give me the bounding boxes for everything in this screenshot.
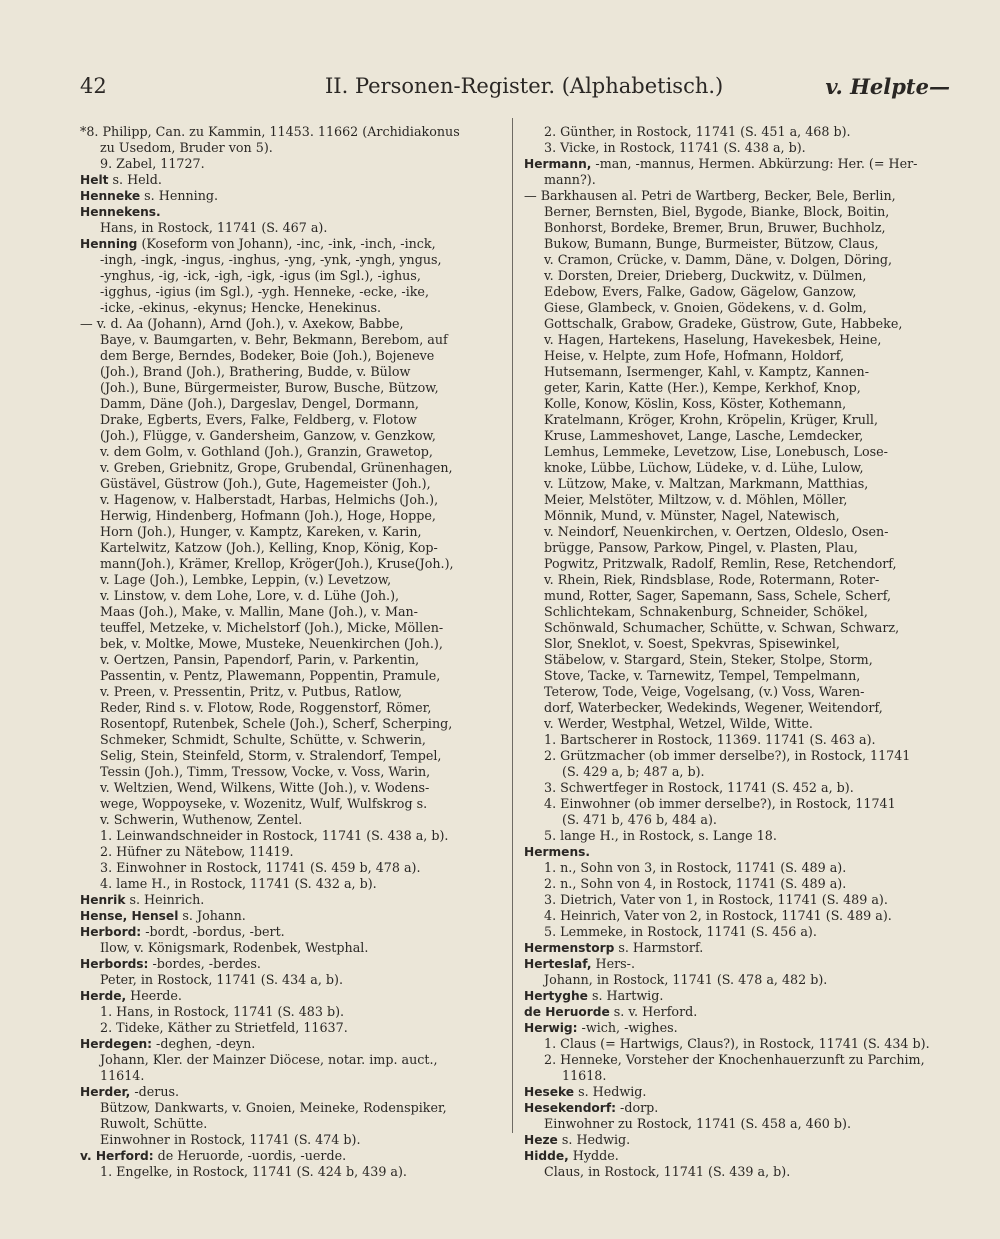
entry-text: Reder, Rind s. v. Flotow, Rode, Roggenstorf, Römer,: [100, 700, 432, 715]
entry-text: v. Cramon, Crücke, v. Damm, Däne, v. Dolgen, Döring,: [544, 252, 893, 267]
entry-text: 2. Günther, in Rostock, 11741 (S. 451 a, 468 b).: [544, 124, 851, 139]
register-line: [80, 476, 506, 492]
entry-text: Pogwitz, Pritzwalk, Radolf, Remlin, Rese, Retchendorf,: [544, 556, 897, 571]
register-line: [80, 668, 506, 684]
register-entry-heading-line: [80, 236, 506, 252]
entry-text: Selig, Stein, Steinfeld, Storm, v. Stralendorf, Tempel,: [100, 748, 442, 763]
entry-text: zu Usedom, Bruder von 5).: [100, 140, 273, 155]
entry-text: knoke, Lübbe, Lüchow, Lüdeke, v. d. Lühe, Lulow,: [544, 460, 864, 475]
entry-text: s. Held.: [108, 172, 162, 187]
entry-text: Schönwald, Schumacher, Schütte, v. Schwan, Schwarz,: [544, 620, 900, 635]
entry-text: 1. n., Sohn von 3, in Rostock, 11741 (S. 489 a).: [544, 860, 847, 875]
register-line: [524, 428, 952, 444]
register-line: [524, 588, 952, 604]
entry-text: 4. Heinrich, Vater von 2, in Rostock, 11741 (S. 489 a).: [544, 908, 892, 923]
register-line: [524, 172, 952, 188]
register-line: [524, 684, 952, 700]
entry-text: Kratelmann, Kröger, Krohn, Kröpelin, Krüger, Krull,: [544, 412, 879, 427]
register-line: [524, 268, 952, 284]
register-line: [80, 588, 506, 604]
register-line: [524, 540, 952, 556]
entry-text: -ingh, -ingk, -ingus, -inghus, -yng, -ynk, -yngh, yngus,: [100, 252, 442, 267]
register-entry-heading-line: [524, 1084, 952, 1100]
entry-headword: Hennekens.: [80, 205, 161, 219]
register-entry-heading-line: [80, 1148, 506, 1164]
register-line: [80, 124, 506, 140]
register-entry-heading-line: [524, 940, 952, 956]
register-line: [80, 444, 506, 460]
entry-text: Heerde.: [126, 988, 182, 1003]
entry-text: -igghus, -igius (im Sgl.), -ygh. Henneke, -ecke, -ike,: [100, 284, 429, 299]
entry-text: v. Lützow, Make, v. Maltzan, Markmann, Matthias,: [544, 476, 869, 491]
register-entry-heading-line: [80, 956, 506, 972]
entry-text: Einwohner in Rostock, 11741 (S. 474 b).: [100, 1132, 361, 1147]
register-line: [80, 460, 506, 476]
register-line: [524, 924, 952, 940]
entry-text: v. Neindorf, Neuenkirchen, v. Oertzen, Oldeslo, Osen-: [544, 524, 889, 539]
register-line: [80, 508, 506, 524]
register-entry-heading-line: [524, 1020, 952, 1036]
entry-text: Bonhorst, Bordeke, Bremer, Brun, Bruwer, Buchholz,: [544, 220, 886, 235]
entry-text: Horn (Joh.), Hunger, v. Kamptz, Kareken, v. Karin,: [100, 524, 422, 539]
entry-headword: Heze: [524, 1133, 558, 1147]
entry-text: brügge, Pansow, Parkow, Pingel, v. Plasten, Plau,: [544, 540, 858, 555]
register-line: [524, 316, 952, 332]
register-line: [80, 524, 506, 540]
register-line: [80, 492, 506, 508]
register-line: [80, 556, 506, 572]
entry-text: Damm, Däne (Joh.), Dargeslav, Dengel, Dormann,: [100, 396, 419, 411]
entry-text: v. Oertzen, Pansin, Papendorf, Parin, v. Parkentin,: [100, 652, 420, 667]
entry-text: Berner, Bernsten, Biel, Bygode, Bianke, Block, Boitin,: [544, 204, 890, 219]
register-line: [80, 780, 506, 796]
register-line: [524, 700, 952, 716]
entry-headword: Herbords:: [80, 957, 149, 971]
register-line: [80, 332, 506, 348]
register-line: [80, 284, 506, 300]
register-line: [80, 1052, 506, 1068]
register-line: [524, 188, 952, 204]
entry-text: v. Dorsten, Dreier, Drieberg, Duckwitz, v. Dülmen,: [544, 268, 867, 283]
entry-text: wege, Woppoyseke, v. Wozenitz, Wulf, Wulfskrog s.: [100, 796, 428, 811]
register-line: [80, 300, 506, 316]
entry-headword: Hermens.: [524, 845, 591, 859]
page-title: II. Personen-Register. (Alphabetisch.): [325, 74, 724, 98]
register-line: [524, 908, 952, 924]
entry-headword: Herbord:: [80, 925, 142, 939]
entry-text: 3. Einwohner in Rostock, 11741 (S. 459 b, 478 a).: [100, 860, 421, 875]
entry-text: -bordt, -bordus, -bert.: [141, 924, 285, 939]
entry-text: -icke, -ekinus, -ekynus; Hencke, Henekinus.: [100, 300, 381, 315]
entry-text: Güstävel, Güstrow (Joh.), Gute, Hagemeister (Joh.),: [100, 476, 431, 491]
register-line: [524, 300, 952, 316]
register-line: [80, 428, 506, 444]
register-line: [524, 1068, 952, 1084]
entry-headword: Henning: [80, 237, 138, 251]
register-line: [524, 716, 952, 732]
entry-headword: Henrik: [80, 893, 126, 907]
register-entry-heading-line: [80, 988, 506, 1004]
register-line: [524, 396, 952, 412]
entry-text: de Heruorde, -uordis, -uerde.: [153, 1148, 347, 1163]
register-line: [80, 876, 506, 892]
register-entry-heading-line: [80, 204, 506, 220]
register-entry-heading-line: [80, 172, 506, 188]
entry-text: -dorp.: [616, 1100, 659, 1115]
entry-text: s. v. Herford.: [609, 1004, 698, 1019]
entry-text: v. Lage (Joh.), Lembke, Leppin, (v.) Levetzow,: [100, 572, 392, 587]
entry-text: 1. Engelke, in Rostock, 11741 (S. 424 b, 439 a).: [100, 1164, 407, 1179]
entry-text: Schlichtekam, Schnakenburg, Schneider, Schökel,: [544, 604, 868, 619]
entry-headword: Herwig:: [524, 1021, 578, 1035]
entry-headword: Herteslaf,: [524, 957, 592, 971]
entry-text: v. Linstow, v. dem Lohe, Lore, v. d. Lühe (Joh.),: [100, 588, 400, 603]
register-line: [524, 444, 952, 460]
register-line: [80, 652, 506, 668]
entry-text: bek, v. Moltke, Mowe, Musteke, Neuenkirchen (Joh.),: [100, 636, 443, 651]
register-line: [524, 764, 952, 780]
register-line: [80, 940, 506, 956]
register-entry-heading-line: [80, 1084, 506, 1100]
right-column: [524, 124, 952, 1180]
register-line: [524, 1036, 952, 1052]
register-line: [80, 252, 506, 268]
entry-text: (S. 429 a, b; 487 a, b).: [562, 764, 705, 779]
entry-text: (Joh.), Brand (Joh.), Brathering, Budde, v. Bülow: [100, 364, 411, 379]
entry-text: Herwig, Hindenberg, Hofmann (Joh.), Hoge, Hoppe,: [100, 508, 436, 523]
entry-text: Bützow, Dankwarts, v. Gnoien, Meineke, Rodenspiker,: [100, 1100, 447, 1115]
entry-headword: v. Herford:: [80, 1149, 154, 1163]
entry-text: mann(Joh.), Krämer, Krellop, Kröger(Joh.), Kruse(Joh.),: [100, 556, 454, 571]
entry-text: Passentin, v. Pentz, Plawemann, Poppentin, Pramule,: [100, 668, 441, 683]
register-line: [524, 380, 952, 396]
register-line: [80, 604, 506, 620]
register-line: [524, 476, 952, 492]
entry-headword: Herdegen:: [80, 1037, 153, 1051]
register-line: [80, 1068, 506, 1084]
register-line: [524, 828, 952, 844]
register-line: [524, 252, 952, 268]
entry-text: *8. Philipp, Can. zu Kammin, 11453. 11662 (Archidiakonus: [80, 124, 460, 139]
register-entry-heading-line: [524, 1100, 952, 1116]
register-line: [80, 764, 506, 780]
register-entry-heading-line: [80, 1036, 506, 1052]
register-line: [524, 876, 952, 892]
entry-text: 5. Lemmeke, in Rostock, 11741 (S. 456 a).: [544, 924, 817, 939]
register-line: [80, 1020, 506, 1036]
register-line: [80, 316, 506, 332]
register-line: [80, 716, 506, 732]
register-line: [80, 972, 506, 988]
entry-text: Claus, in Rostock, 11741 (S. 439 a, b).: [544, 1164, 791, 1179]
page-header: [80, 74, 950, 108]
page-number: 42: [80, 74, 107, 98]
entry-text: Ilow, v. Königsmark, Rodenbek, Westphal.: [100, 940, 369, 955]
register-line: [80, 1132, 506, 1148]
entry-text: s. Hartwig.: [587, 988, 664, 1003]
entry-headword: Henneke: [80, 189, 141, 203]
register-line: [80, 268, 506, 284]
entry-text: Kruse, Lammeshovet, Lange, Lasche, Lemdecker,: [544, 428, 864, 443]
entry-headword: Hesekendorf:: [524, 1101, 616, 1115]
entry-text: Stäbelow, v. Stargard, Stein, Steker, Stolpe, Storm,: [544, 652, 873, 667]
entry-text: 11618.: [562, 1068, 607, 1083]
entry-text: (Koseform von Johann), -inc, -ink, -inch, -inck,: [137, 236, 436, 251]
entry-text: Meier, Melstöter, Miltzow, v. d. Möhlen, Möller,: [544, 492, 848, 507]
entry-text: Peter, in Rostock, 11741 (S. 434 a, b).: [100, 972, 344, 987]
register-line: [524, 812, 952, 828]
register-line: [524, 524, 952, 540]
entry-headword: Hertyghe: [524, 989, 588, 1003]
entry-text: (Joh.), Flügge, v. Gandersheim, Ganzow, v. Genzkow,: [100, 428, 436, 443]
register-line: [524, 636, 952, 652]
register-entry-heading-line: [524, 844, 952, 860]
entry-text: Slor, Sneklot, v. Soest, Spekvras, Spisewinkel,: [544, 636, 840, 651]
entry-text: s. Johann.: [178, 908, 246, 923]
entry-text: dem Berge, Berndes, Bodeker, Boie (Joh.), Bojeneve: [100, 348, 435, 363]
running-head: v. Helpte—: [825, 74, 950, 99]
register-line: [524, 1164, 952, 1180]
register-line: [524, 796, 952, 812]
entry-text: Maas (Joh.), Make, v. Mallin, Mane (Joh.), v. Man-: [100, 604, 418, 619]
register-line: [524, 860, 952, 876]
entry-text: — Barkhausen al. Petri de Wartberg, Becker, Bele, Berlin,: [524, 188, 896, 203]
register-line: [80, 684, 506, 700]
register-entry-heading-line: [80, 892, 506, 908]
entry-text: mund, Rotter, Sager, Sapemann, Sass, Schele, Scherf,: [544, 588, 891, 603]
entry-text: 4. Einwohner (ob immer derselbe?), in Rostock, 11741: [544, 796, 896, 811]
entry-text: Ruwolt, Schütte.: [100, 1116, 208, 1131]
register-entry-heading-line: [524, 156, 952, 172]
entry-text: v. Hagenow, v. Halberstadt, Harbas, Helmichs (Joh.),: [100, 492, 439, 507]
register-line: [524, 140, 952, 156]
register-line: [80, 156, 506, 172]
entry-headword: Heseke: [524, 1085, 575, 1099]
entry-text: geter, Karin, Katte (Her.), Kempe, Kerkhof, Knop,: [544, 380, 861, 395]
entry-text: Mönnik, Mund, v. Münster, Nagel, Natewisch,: [544, 508, 840, 523]
register-line: [80, 700, 506, 716]
left-column: [80, 124, 506, 1180]
register-line: [524, 236, 952, 252]
entry-text: 2. Grützmacher (ob immer derselbe?), in Rostock, 11741: [544, 748, 911, 763]
entry-text: v. Weltzien, Wend, Wilkens, Witte (Joh.), v. Wodens-: [100, 780, 430, 795]
entry-text: mann?).: [544, 172, 596, 187]
register-line: [524, 204, 952, 220]
register-line: [80, 620, 506, 636]
entry-text: Rosentopf, Rutenbek, Schele (Joh.), Scherf, Scherping,: [100, 716, 453, 731]
register-line: [80, 540, 506, 556]
register-line: [80, 364, 506, 380]
register-line: [524, 220, 952, 236]
entry-text: s. Henning.: [140, 188, 219, 203]
entry-text: v. dem Golm, v. Gothland (Joh.), Granzin, Grawetop,: [100, 444, 433, 459]
entry-text: Gottschalk, Grabow, Gradeke, Güstrow, Gute, Habbeke,: [544, 316, 903, 331]
entry-headword: Hermenstorp: [524, 941, 615, 955]
register-line: [80, 1116, 506, 1132]
register-line: [80, 348, 506, 364]
column-divider: [512, 118, 513, 1133]
entry-text: 1. Claus (= Hartwigs, Claus?), in Rostock, 11741 (S. 434 b).: [544, 1036, 930, 1051]
entry-text: 3. Schwertfeger in Rostock, 11741 (S. 452 a, b).: [544, 780, 854, 795]
entry-text: 3. Dietrich, Vater von 1, in Rostock, 11741 (S. 489 a).: [544, 892, 888, 907]
entry-text: Kartelwitz, Katzow (Joh.), Kelling, Knop, König, Kop-: [100, 540, 438, 555]
register-line: [524, 604, 952, 620]
register-line: [80, 1100, 506, 1116]
register-line: [80, 636, 506, 652]
entry-text: -derus.: [130, 1084, 180, 1099]
register-line: [80, 412, 506, 428]
entry-headword: Hense, Hensel: [80, 909, 179, 923]
entry-headword: Herder,: [80, 1085, 131, 1099]
entry-text: -deghen, -deyn.: [152, 1036, 256, 1051]
entry-text: v. Hagen, Hartekens, Haselung, Havekesbek, Heine,: [544, 332, 882, 347]
entry-text: Tessin (Joh.), Timm, Tressow, Vocke, v. Voss, Warin,: [100, 764, 431, 779]
entry-text: s. Hedwig.: [557, 1132, 631, 1147]
register-entry-heading-line: [524, 1004, 952, 1020]
entry-text: s. Hedwig.: [574, 1084, 647, 1099]
register-line: [524, 620, 952, 636]
register-line: [524, 556, 952, 572]
entry-text: 2. Henneke, Vorsteher der Knochenhauerzunft zu Parchim,: [544, 1052, 925, 1067]
register-line: [80, 828, 506, 844]
entry-headword: Hermann,: [524, 157, 592, 171]
entry-text: teuffel, Metzeke, v. Michelstorf (Joh.), Micke, Möllen-: [100, 620, 444, 635]
entry-text: -bordes, -berdes.: [148, 956, 261, 971]
entry-text: 1. Leinwandschneider in Rostock, 11741 (S. 438 a, b).: [100, 828, 449, 843]
register-line: [80, 1164, 506, 1180]
register-line: [524, 732, 952, 748]
entry-text: Einwohner zu Rostock, 11741 (S. 458 a, 460 b).: [544, 1116, 852, 1131]
register-line: [80, 1004, 506, 1020]
entry-text: Giese, Glambeck, v. Gnoien, Gödekens, v. d. Golm,: [544, 300, 867, 315]
entry-text: v. Werder, Westphal, Wetzel, Wilde, Witte.: [544, 716, 813, 731]
register-line: [524, 668, 952, 684]
entry-text: Hers-.: [591, 956, 636, 971]
register-line: [524, 124, 952, 140]
register-line: [80, 732, 506, 748]
register-line: [80, 380, 506, 396]
entry-text: 11614.: [100, 1068, 145, 1083]
register-line: [524, 1052, 952, 1068]
register-entry-heading-line: [524, 1132, 952, 1148]
entry-text: 9. Zabel, 11727.: [100, 156, 205, 171]
entry-text: v. Schwerin, Wuthenow, Zentel.: [100, 812, 303, 827]
entry-text: s. Harmstorf.: [614, 940, 704, 955]
register-line: [524, 892, 952, 908]
entry-text: 2. n., Sohn von 4, in Rostock, 11741 (S. 489 a).: [544, 876, 847, 891]
register-line: [524, 412, 952, 428]
entry-text: 3. Vicke, in Rostock, 11741 (S. 438 a, b).: [544, 140, 806, 155]
register-line: [524, 780, 952, 796]
entry-text: Hydde.: [568, 1148, 619, 1163]
register-line: [524, 348, 952, 364]
entry-text: -man, -mannus, Hermen. Abkürzung: Her. (= Her-: [591, 156, 918, 171]
register-line: [524, 748, 952, 764]
register-entry-heading-line: [524, 1148, 952, 1164]
register-line: [524, 364, 952, 380]
entry-text: Teterow, Tode, Veige, Vogelsang, (v.) Voss, Waren-: [544, 684, 865, 699]
entry-text: Heise, v. Helpte, zum Hofe, Hofmann, Holdorf,: [544, 348, 845, 363]
register-line: [80, 140, 506, 156]
register-entry-heading-line: [524, 988, 952, 1004]
entry-text: Stove, Tacke, v. Tarnewitz, Tempel, Tempelmann,: [544, 668, 861, 683]
register-line: [524, 492, 952, 508]
register-entry-heading-line: [80, 908, 506, 924]
entry-text: Lemhus, Lemmeke, Levetzow, Lise, Lonebusch, Lose-: [544, 444, 888, 459]
register-line: [524, 1116, 952, 1132]
entry-text: (Joh.), Bune, Bürgermeister, Burow, Busche, Bützow,: [100, 380, 439, 395]
entry-headword: Hidde,: [524, 1149, 569, 1163]
register-line: [524, 284, 952, 300]
entry-text: -wich, -wighes.: [577, 1020, 678, 1035]
entry-text: Baye, v. Baumgarten, v. Behr, Bekmann, Berebom, auf: [100, 332, 448, 347]
entry-text: Bukow, Bumann, Bunge, Burmeister, Bützow, Claus,: [544, 236, 879, 251]
entry-text: Edebow, Evers, Falke, Gadow, Gägelow, Ganzow,: [544, 284, 857, 299]
register-line: [80, 844, 506, 860]
entry-text: 5. lange H., in Rostock, s. Lange 18.: [544, 828, 777, 843]
register-line: [80, 572, 506, 588]
entry-text: Johann, Kler. der Mainzer Diöcese, notar. imp. auct.,: [100, 1052, 438, 1067]
entry-text: Drake, Egberts, Evers, Falke, Feldberg, v. Flotow: [100, 412, 417, 427]
entry-text: Kolle, Konow, Köslin, Koss, Köster, Kothemann,: [544, 396, 847, 411]
entry-text: v. Rhein, Riek, Rindsblase, Rode, Rotermann, Roter-: [544, 572, 880, 587]
entry-text: (S. 471 b, 476 b, 484 a).: [562, 812, 717, 827]
register-line: [80, 796, 506, 812]
register-line: [524, 972, 952, 988]
entry-text: 1. Hans, in Rostock, 11741 (S. 483 b).: [100, 1004, 345, 1019]
register-line: [524, 508, 952, 524]
entry-text: — v. d. Aa (Johann), Arnd (Joh.), v. Axekow, Babbe,: [80, 316, 404, 331]
entry-text: v. Preen, v. Pressentin, Pritz, v. Putbus, Ratlow,: [100, 684, 403, 699]
entry-headword: Herde,: [80, 989, 127, 1003]
entry-text: Johann, in Rostock, 11741 (S. 478 a, 482 b).: [544, 972, 828, 987]
entry-text: s. Heinrich.: [125, 892, 205, 907]
entry-text: 1. Bartscherer in Rostock, 11369. 11741 (S. 463 a).: [544, 732, 876, 747]
register-entry-heading-line: [524, 956, 952, 972]
register-line: [80, 396, 506, 412]
entry-text: 2. Hüfner zu Nätebow, 11419.: [100, 844, 294, 859]
entry-headword: Helt: [80, 173, 109, 187]
register-entry-heading-line: [80, 924, 506, 940]
entry-text: dorf, Waterbecker, Wedekinds, Wegener, Weitendorf,: [544, 700, 883, 715]
register-line: [80, 812, 506, 828]
register-line: [524, 332, 952, 348]
entry-headword: de Heruorde: [524, 1005, 610, 1019]
entry-text: Hutsemann, Isermenger, Kahl, v. Kamptz, Kannen-: [544, 364, 869, 379]
register-line: [80, 748, 506, 764]
register-line: [524, 572, 952, 588]
entry-text: 2. Tideke, Käther zu Strietfeld, 11637.: [100, 1020, 348, 1035]
register-line: [80, 220, 506, 236]
register-line: [524, 652, 952, 668]
register-entry-heading-line: [80, 188, 506, 204]
entry-text: -ynghus, -ig, -ick, -igh, -igk, -igus (im Sgl.), -ighus,: [100, 268, 421, 283]
entry-text: Hans, in Rostock, 11741 (S. 467 a).: [100, 220, 328, 235]
register-line: [524, 460, 952, 476]
entry-text: v. Greben, Griebnitz, Grope, Grubendal, Grünenhagen,: [100, 460, 453, 475]
register-line: [80, 860, 506, 876]
entry-text: 4. lame H., in Rostock, 11741 (S. 432 a, b).: [100, 876, 377, 891]
entry-text: Schmeker, Schmidt, Schulte, Schütte, v. Schwerin,: [100, 732, 426, 747]
